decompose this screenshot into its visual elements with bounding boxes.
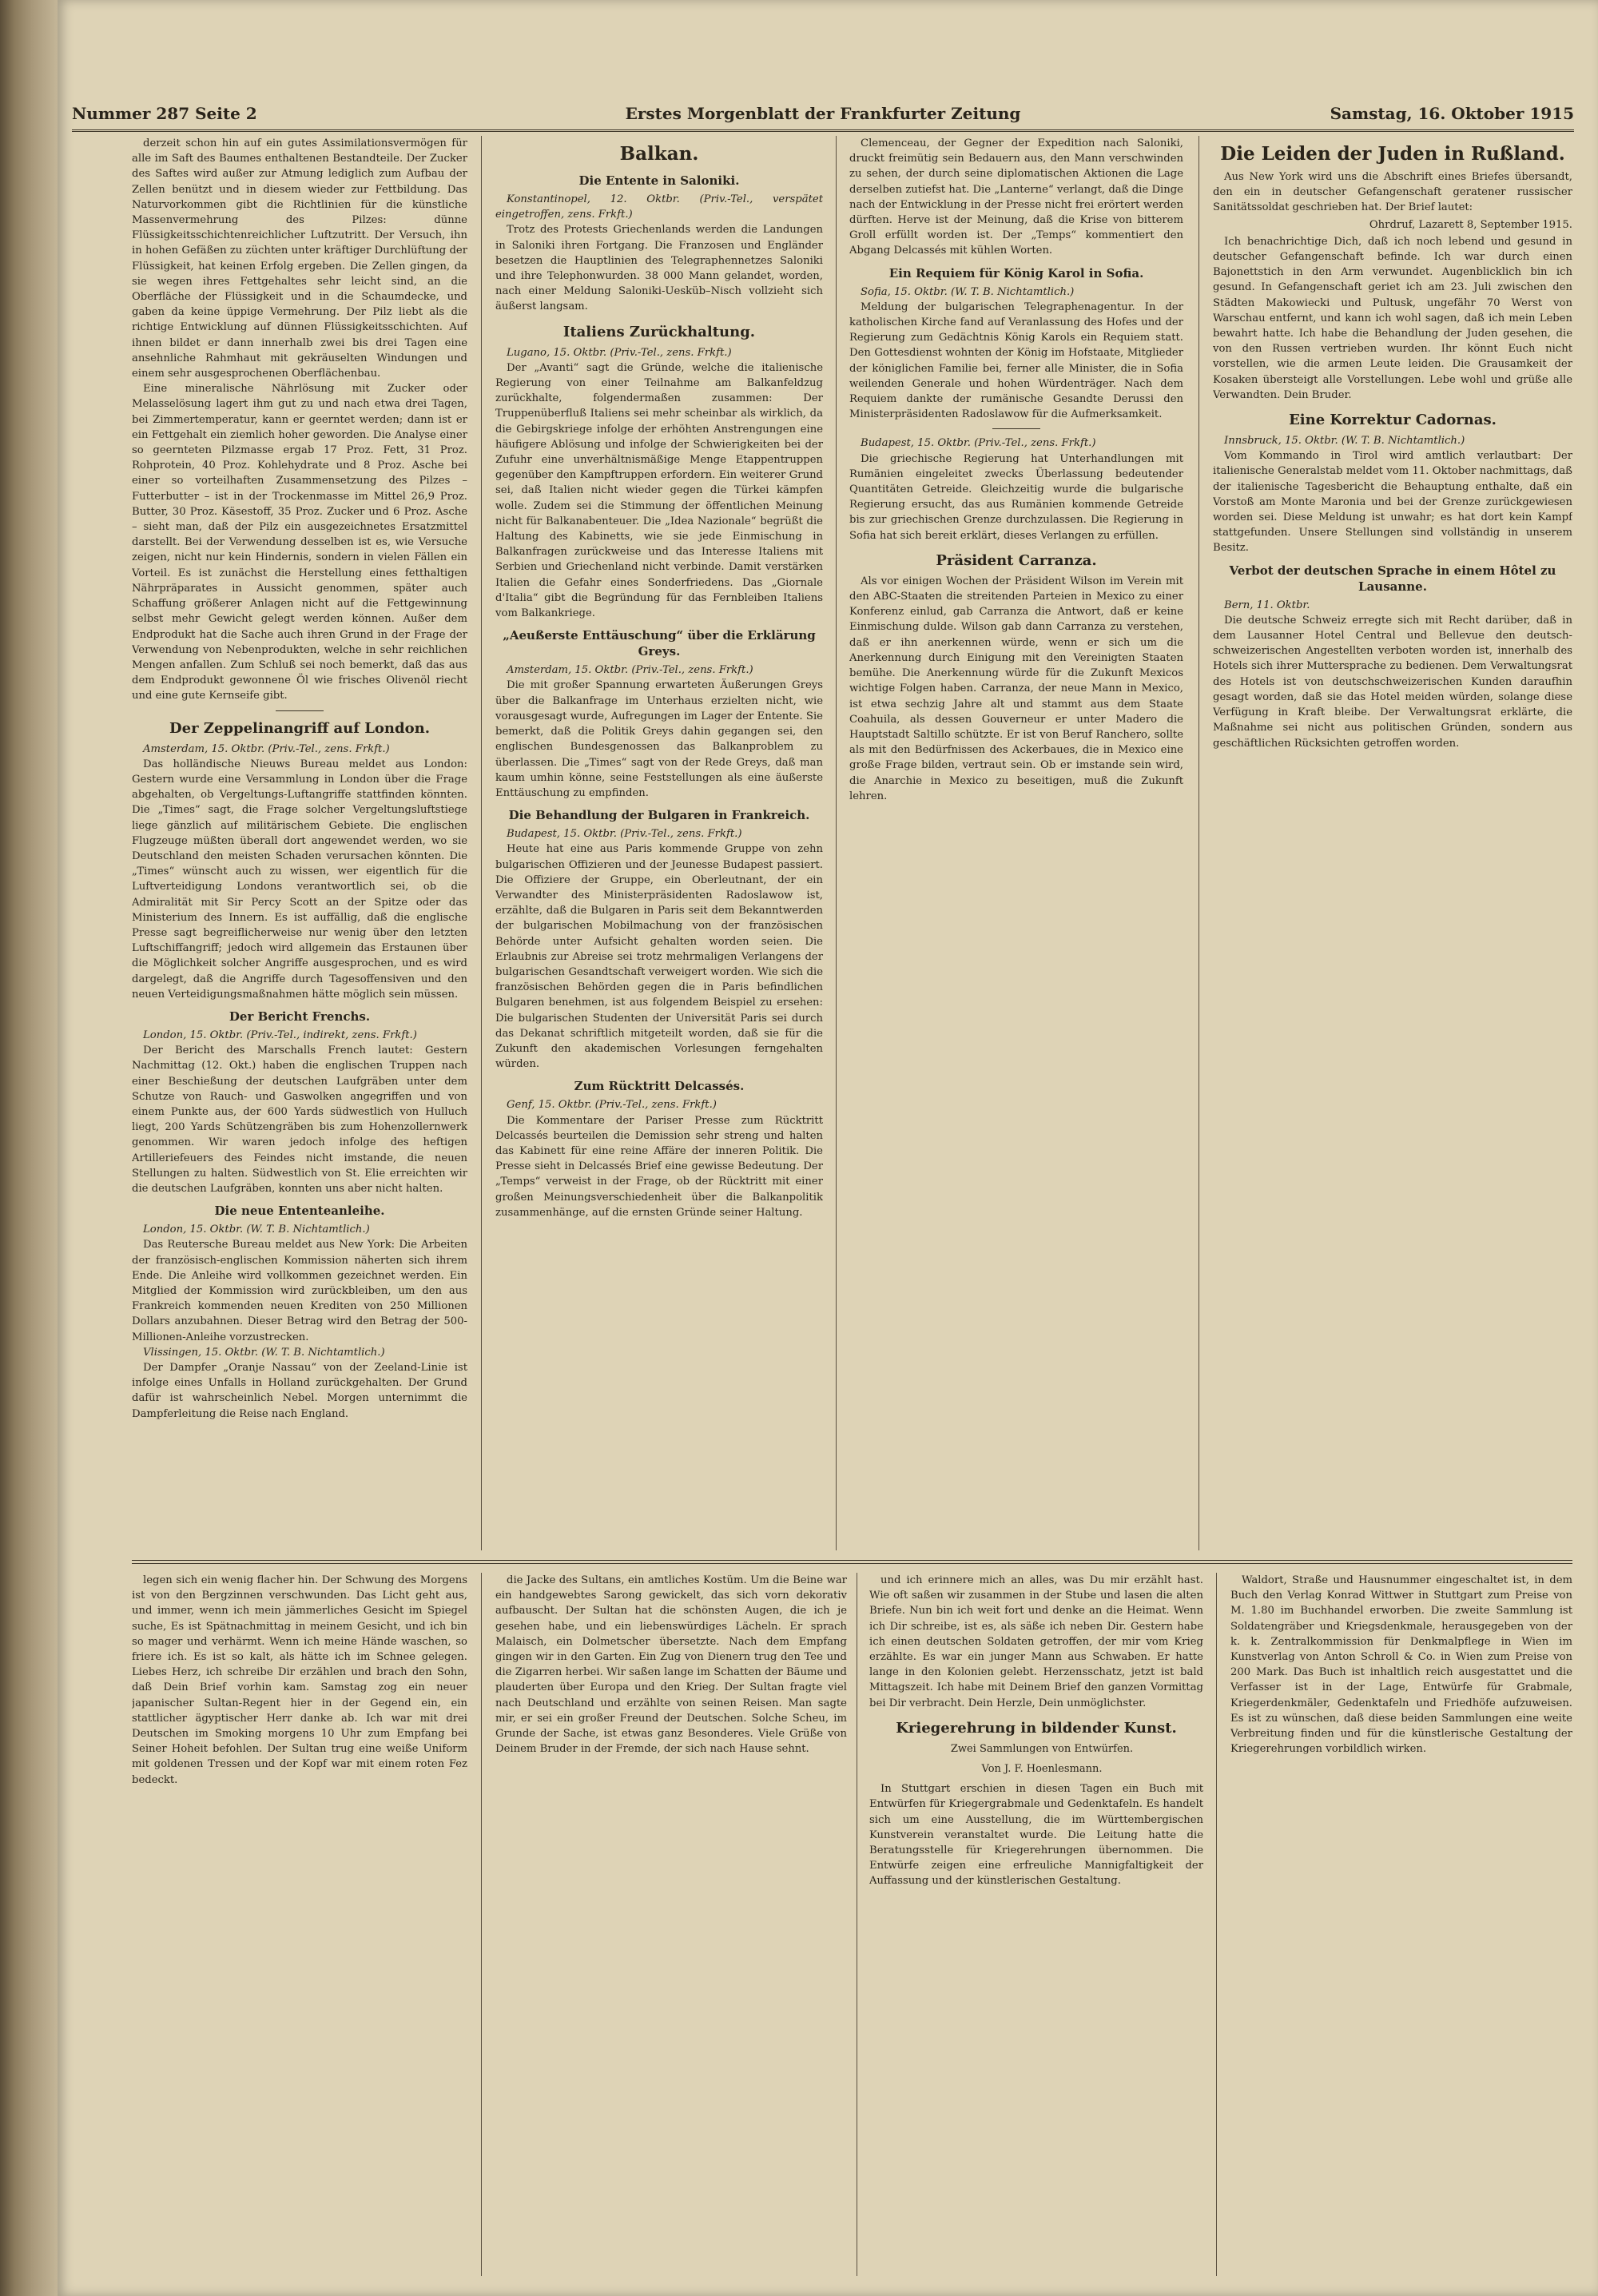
feuilleton-column-4 xyxy=(1230,1573,1572,2276)
article-continuation: Clemenceau, der Gegner der Expedition nach Saloniki, druckt freimütig sein Bedauern aus, den Mann verschwinden zu sehen, der durch seine diplomatischen Aktionen die Lage derselben zutiefst hat. Die „Lanterne“ verlangt, daß die Dinge nach der Entwicklung in der Presse nicht frei erörtert werden dürften. Herve ist der Meinung, daß die Krise von bitterem Groll erfüllt worden ist. Der „Temps“ kommentiert den Abgang Delcassés mit kühlen Worten. xyxy=(849,137,1183,257)
column-rule xyxy=(1198,136,1199,1550)
column-4 xyxy=(1213,136,1572,1550)
column-3 xyxy=(849,136,1183,1550)
headline-saloniki: Die Entente in Saloniki. xyxy=(578,173,740,188)
headline-bulgaren: Die Behandlung der Bulgaren in Frankreich. xyxy=(508,808,810,823)
column-rule xyxy=(1216,1573,1217,2276)
dateline: Genf, 15. Oktbr. (Priv.-Tel., zens. Frkft.) xyxy=(507,1099,717,1112)
column-rule xyxy=(836,136,837,1550)
article-body: Die Kommentare der Pariser Presse zum Rücktritt Delcassés beurteilen die Demission sehr streng und halten das Kabinett für eine reine Affäre der inneren Politik. Die Presse sieht in Delcassés Brief eine gewisse Bedeutung. Der „Temps“ verweist in der Frage, ob der Rücktritt mit einer großen Meinungsverschiedenheit über die Balkanpolitik zusammenhänge, auf die ernsten Gründe seiner Haltung. xyxy=(495,1114,823,1219)
newspaper-masthead: Erstes Morgenblatt der Frankfurter Zeitung xyxy=(625,104,1021,123)
column-1 xyxy=(132,136,467,1550)
headline-cadorna: Eine Korrektur Cadornas. xyxy=(1289,412,1497,429)
separator xyxy=(276,710,324,711)
dateline: Bern, 11. Oktbr. xyxy=(1224,599,1310,611)
headline-kunst: Kriegerehrung in bildender Kunst. xyxy=(896,1719,1177,1737)
feuilleton-text: In Stuttgart erschien in diesen Tagen ein Buch mit Entwürfen für Kriegergrabmale und Gedenktafeln. Es handelt sich um eine Ausstellung, die im Württembergischen Kunstverein veranstaltet wurde. Die Leitung hatte die Beratungsstelle für Kriegerehrungen übernommen. Die Entwürfe zeigen eine erfreuliche Mannigfaltigkeit der Auffassung und der künstlerischen Gestaltung. xyxy=(869,1783,1203,1888)
feuilleton-rule xyxy=(132,1560,1572,1564)
separator xyxy=(992,428,1040,429)
book-binding-edge xyxy=(0,0,58,2296)
headline-grey: „Aeußerste Enttäuschung“ über die Erklärung Greys. xyxy=(503,628,816,659)
article-continuation: derzeit schon hin auf ein gutes Assimilationsvermögen für alle im Saft des Baumes enthaltenen Bestandteile. Der Zucker des Saftes wird außer zur Atmung lediglich zum Aufbau der Zellen benützt und in diesem wieder zur Fettbildung. Das Naturvorkommen gibt die Richtlinien für die künstliche Massenvermehrung des Pilzes: dünne Flüssigkeitsschichtenreichlicher Luftzutritt. Der Versuch, ihn in hohen Gefäßen zu züchten unter kräftiger Durchlüftung der Flüssigkeit, hat keinen Erfolg ergeben. Die Zellen gingen, da sie wegen ihres Fettgehaltes sehr leicht sind, an die Oberfläche der Flüssigkeit und in die Schaumdecke, und gaben da keine üppige Vermehrung. Der Pilz liebt als die richtige Entwicklung auf dünnen Flüssigkeitsschichten. Auf ihnen bildet er dann innerhalb zwei bis drei Tagen eine ansehnliche Rahmhaut mit gekräuselten Windungen und einem sehr ausgesprochenen Oberflächenbau. xyxy=(132,137,467,380)
dateline: Sofia, 15. Oktbr. (W. T. B. Nichtamtlich.) xyxy=(861,285,1075,298)
feuilleton-text: und ich erinnere mich an alles, was Du mir erzählt hast. Wie oft saßen wir zusammen in der Stube und lasen die alten Briefe. Nun bin ich weit fort und denke an die Heimat. Wenn ich Dir schreibe, ist es, als säße ich neben Dir. Gestern habe ich einen deutschen Soldaten getroffen, der mir vom Krieg erzählte. Es war ein junger Mann aus Schwaben. Er hatte lange in den Kolonien gelebt. Herzensschatz, jetzt ist bald Mittagszeit. Ich habe mit Deinem Brief den ganzen Vormittag bei Dir verbracht. Dein Herzle, Dein unmöglichster. xyxy=(869,1574,1203,1709)
dateline: London, 15. Oktbr. (W. T. B. Nichtamtlich.) xyxy=(143,1224,370,1236)
article-body: Ich benachrichtige Dich, daß ich noch lebend und gesund in deutscher Gefangenschaft befinde. Ich war durch einen Bajonettstich in den Arm verwundet. Augenblicklich bin ich gesund. In Gefangenschaft geriet ich am 23. Juli zwischen den Städten Makowiecki und Pultusk, ungefähr 70 Werst von Warschau entfernt, und kann ich wohl sagen, daß ich mein Leben bewahrt hatte. Ich habe die Behandlung der Juden gesehen, die von den Russen vertrieben wurden. Ihr könnt Euch nicht vorstellen, wie die armen Leute leiden. Die Grausamkeit der Kosaken übersteigt alle Vorstellungen. Lebe wohl und grüße alle Verwandten. Dein Bruder. xyxy=(1213,235,1572,401)
article-body: Trotz des Protests Griechenlands werden die Landungen in Saloniki ihren Fortgang. Die Franzosen und Engländer besetzen die Hauptlinien des Telegraphennetzes Saloniki und ihre Telephonwurden. 38 000 Mann gelandet, worden, nach einer Meldung Saloniki-Uesküb–Nisch vollzieht sich äußerst langsam. xyxy=(495,224,823,313)
article-body: Die griechische Regierung hat Unterhandlungen mit Rumänien eingeleitet zwecks Überlassung bedeutender Quantitäten Getreide. Gleichzeitig wurde die bulgarische Regierung ersucht, das aus Rumänien kommende Getreide bis zur griechischen Grenze durchzulassen. Die Regierung in Sofia hat sich bereit erklärt, dieses Verlangen zu erfüllen. xyxy=(849,452,1183,542)
article-body: Das Reutersche Bureau meldet aus New York: Die Arbeiten der französisch-englischen Kommission näherten sich ihrem Ende. Die Anleihe wird vollkommen gezeichnet werden. Ein Mitglied der Kommission wird zurückbleiben, um den aus Frankreich kommenden neuen Krediten von 250 Millionen Dollars anzubahnen. Dieser Betrag wird den Betrag der 500-Millionen-Anleihe vorzustrecken. xyxy=(132,1239,467,1343)
feuilleton-text: die Jacke des Sultans, ein amtliches Kostüm. Um die Beine war ein handgewebtes Sarong gewickelt, das sich vorn dekorativ aufbauscht. Der Sultan hat die schönsten Augen, die ich je gesehen habe, und ein liebenswürdiges Lächeln. Er sprach Malaisch, ein Dolmetscher übersetzte. Nach dem Empfang gingen wir in den Garten. Ein Zug von Dienern trug den Tee und die Zigarren herbei. Wir saßen lange im Schatten der Bäume und plauderten über Europa und den Krieg. Der Sultan fragte viel nach Deutschland und erzählte von seinen Reisen. Man sagte mir, er sei ein großer Freund der Deutschen. Solche Scheu, im Grunde der Sache, ist etwas ganz Besonderes. Viele Grüße von Deinem Bruder in der Fremde, der sich nach Hause sehnt. xyxy=(495,1574,847,1756)
dateline: Lugano, 15. Oktbr. (Priv.-Tel., zens. Frkft.) xyxy=(507,346,732,359)
article-body: Die mit großer Spannung erwarteten Äußerungen Greys über die Balkanfrage im Unterhaus erzielten nicht, wie vorausgesagt wurde, Aufregungen im Lager der Entente. Sie bemerkt, daß die Politik Greys dahin gegangen sei, den englischen Bundesgenossen das Balkanproblem zu überlassen. Die „Times“ sagt von der Rede Greys, daß man kaum umhin könne, seine Feststellungen als eine äußerste Enttäuschung zu empfinden. xyxy=(495,679,823,799)
dateline: Budapest, 15. Oktbr. (Priv.-Tel., zens. Frkft.) xyxy=(861,437,1096,450)
article-body: Der Dampfer „Oranje Nassau“ von der Zeeland-Linie ist infolge eines Unfalls in Holland zurückgehalten. Der Grund dafür ist wahrscheinlich Nebel. Morgen unternimmt die Dampferleitung die Reise nach England. xyxy=(132,1362,467,1420)
article-body: Der Bericht des Marschalls French lautet: Gestern Nachmittag (12. Okt.) haben die englischen Truppen nach einer Beschießung der deutschen Laufgräben unter dem Schutze von Rauch- und Gaswolken angegriffen und von einem Punkte aus, der 600 Yards südwestlich von Hulluch liegt, 200 Yards Schützengräben bis zum Hohenzollernwerk genommen. Wir waren jedoch infolge des heftigen Artilleriefeuers des Feindes nicht imstande, die neuen Stellungen zu halten. Südwestlich von St. Elie erreichten wir die deutschen Laufgräben, konnten uns aber nicht halten. xyxy=(132,1045,467,1195)
article-intro: Aus New York wird uns die Abschrift eines Briefes übersandt, den ein in deutscher Gefangenschaft geratener russischer Sanitätssoldat geschrieben hat. Der Brief lautet: xyxy=(1213,171,1572,214)
headline-anleihe: Die neue Ententeanleihe. xyxy=(214,1204,385,1219)
headline-french: Der Bericht Frenchs. xyxy=(229,1009,371,1024)
page-number: Nummer 287 Seite 2 xyxy=(72,104,257,123)
column-rule xyxy=(481,1573,482,2276)
feuilleton-text: legen sich ein wenig flacher hin. Der Schwung des Morgens ist von den Bergzinnen verschwunden. Das Licht geht aus, und immer, wenn ich mein jämmerliches Gesicht im Spiegel suche, Es ist Spätnachmittag in meinem Gesicht, und ich bin so mager und verhärmt. Wenn ich meine Hände waschen, so friere ich. Es ist so kalt, als hätte ich im Schnee gelegen. Liebes Herz, ich schreibe Dir erzählen und brach den Sohn, daß Dein Brief vorhin kam. Samstag zog ein neuer japanischer Sultan-Regent hier in der Gegend ein, ein stattlicher ägyptischer Herr danke ab. Ich war mit drei Deutschen im Smoking morgens 10 Uhr zum Empfang bei Seiner Hoheit befohlen. Der Sultan trug eine weiße Uniform mit goldenen Tressen und der Kopf war mit einem roten Fez bedeckt. xyxy=(132,1574,467,1786)
feuilleton-column-1 xyxy=(132,1573,467,2276)
article-body: Heute hat eine aus Paris kommende Gruppe von zehn bulgarischen Offizieren und der Jeunesse Budapest passiert. Die Offiziere der Gruppe, ein Oberleutnant, der ein Verwandter des Ministerpräsidenten Radoslawow ist, erzählte, daß die Bulgaren in Paris seit dem Bekanntwerden der bulgarischen Mobilmachung von der französischen Behörde unter Aufsicht gehalten worden seien. Die Erlaubnis zur Abreise sei trotz mehrmaligen Verlangens der bulgarischen Gesandtschaft verweigert worden. Wie sich die französischen Behörden gegen die in Paris befindlichen Bulgaren benehmen, ist aus folgendem Beispiel zu ersehen: Die bulgarischen Studenten der Universität Paris sei durch das Dekanat schriftlich mitgeteilt worden, daß sie für die Zukunft den akademischen Vorlesungen ferngehalten würden. xyxy=(495,843,823,1071)
column-2 xyxy=(495,136,823,1550)
article-body: Vom Kommando in Tirol wird amtlich verlautbart: Der italienische Generalstab meldet vom 11. Oktober nachmittags, daß der italienische Tagesbericht die Behauptung enthalte, daß ein Vorstoß am Monte Maronia und bei der Grenze zurückgewiesen worden sei. Diese Meldung ist unwahr; es hat dort kein Kampf stattgefunden. Unsere Stellungen sind vollständig in unserem Besitz. xyxy=(1213,450,1572,555)
dateline: Innsbruck, 15. Oktbr. (W. T. B. Nichtamtlich.) xyxy=(1224,435,1465,448)
dateline: Vlissingen, 15. Oktbr. (W. T. B. Nichtamtlich.) xyxy=(143,1346,385,1359)
feuilleton-column-3 xyxy=(869,1573,1203,2276)
dateline: London, 15. Oktbr. (Priv.-Tel., indirekt, zens. Frkft.) xyxy=(143,1029,417,1041)
headline-karol: Ein Requiem für König Karol in Sofia. xyxy=(888,265,1144,281)
feuilleton-text: Waldort, Straße und Hausnummer eingeschaltet ist, in dem Buch den Verlag Konrad Wittwer in Stuttgart zum Preise von M. 1.80 im Buchhandel erworben. Die zweite Sammlung ist Soldatengräber und Kriegsdenkmale, herausgegeben von der k. k. Zentralkommission für Denkmalpflege in Wien im Kunstverlag von Anton Schroll & Co. in Wien zum Preise von 200 Mark. Das Buch ist inhaltlich reich ausgestattet und die Verfasser ist in der Lage, Entwürfe für Grabmale, Kriegerdenkmäler, Gedenktafeln und Friedhöfe aufzuweisen. Es ist zu wünschen, daß diese beiden Sammlungen eine weite Verbreitung finden und für die künstlerische Gestaltung der Kriegerehrungen vorbildlich wirken. xyxy=(1230,1574,1572,1756)
letter-dateline: Ohrdruf, Lazarett 8, September 1915. xyxy=(1369,218,1572,231)
headline-delcasse: Zum Rücktritt Delcassés. xyxy=(574,1079,745,1094)
article-body: Das holländische Nieuws Bureau meldet aus London: Gestern wurde eine Versammlung in London über die Frage abgehalten, ob Vergeltungs-Luftangriffe stattfinden könnten. Die „Times“ sagt, die Frage solcher Vergeltungsluftstiege liege gänzlich auf militärischem Gebiete. Die englischen Flugzeuge müßten überall dort angewendet werden, wo sie Deutschland den meisten Schaden verursachen könnten. Die „Times“ wünscht auch zu wissen, wer eigentlich für die Luftverteidigung Londons verantwortlich sei, ob die Admiralität mit Sir Percy Scott an der Spitze oder das Ministerium des Innern. Es ist auffällig, daß die englische Presse sagt begreiflicherweise nur wenig über den letzten Luftschiffangriff; jedoch wird allgemein das Erstaunen über die Möglichkeit solcher Angriffe ausgesprochen, und es wird dargelegt, daß die Angriffe durch Tagesoffensiven und den neuen Verteidigungsmaßnahmen hätte möglich sein müssen. xyxy=(132,758,467,1001)
article-body: Der „Avanti“ sagt die Gründe, welche die italienische Regierung von einer Teilnahme am Balkanfeldzug zurückhalte, folgendermaßen zusammen: Der Truppenüberfluß Italiens sei mehr scheinbar als wirklich, da die Gebirgskriege infolge der erhöhten Anstrengungen eine häufigere Ablösung und infolge der Schwierigkeiten bei der Zufuhr eine unverhältnismäßige Menge Etappentruppen gegenüber den Kampftruppen erfordern. Ein weiterer Grund sei, daß Italien nicht wieder gegen die Türkei kämpfen wolle. Zudem sei die Stimmung der öffentlichen Meinung nicht für Balkanabenteuer. Die „Idea Nazionale“ begrüßt die Haltung des Kabinetts, wie sie jede Einmischung in Balkanfragen zurückweise und das Interesse Italiens mit Serbien und Griechenland nicht verbinde. Damit verstärken Italien die Gefahr eines Sonderfriedens. Das „Giornale d'Italia“ gibt die Begründung für das Fernbleiben Italiens vom Balkankriege. xyxy=(495,361,823,620)
article-body: Eine mineralische Nährlösung mit Zucker oder Melasselösung lagert ihm gut zu und nach etwa drei Tagen, bei Zimmertemperatur, kann er geerntet werden; dann ist er ein Fettgehalt ein ziemlich hoher geworden. Die Analyse einer so geernteten Pilzmasse ergab 17 Proz. Fett, 31 Proz. Rohprotein, 40 Proz. Kohlehydrate und 8 Proz. Asche bei einer so vorteilhaften Zusammensetzung des Pilzes – Futterbutter – ist in der Trockenmasse im Mittel 26,9 Proz. Butter, 30 Proz. Käsestoff, 35 Proz. Zucker und 6 Proz. Asche – sieht man, daß der Pilz ein ausgezeichnetes Ersatzmittel darstellt. Bei der Verwendung desselben ist es, wie Versuche zeigen, nicht nur kein Hindernis, sondern in vielen Fällen ein Vorteil. Es ist zunächst die Herstellung eines fetthaltigen Nährpräparates in Aussicht genommen, später auch Schaffung größerer Anlagen nicht auf die Fettgewinnung selbst mehr Gewicht gelegt werden können. Außer dem Endprodukt hat die Sache auch ihren Grund in der Frage der Verwendung von Nebenprodukten, welche in sehr reichlichen Mengen anfallen. Zum Schluß sei noch bemerkt, daß das aus dem Endprodukt gewonnene Öl wie frisches Olivenöl riecht und eine gute Kernseife gibt. xyxy=(132,383,467,702)
headline-verbot: Verbot der deutschen Sprache in einem Hôtel zu Lausanne. xyxy=(1229,563,1556,594)
article-body: Die deutsche Schweiz erregte sich mit Recht darüber, daß in dem Lausanner Hotel Central und Bellevue den deutsch-schweizerischen Angestellten verboten worden ist, innerhalb des Hotels sich ihrer Muttersprache zu bedienen. Dem Verwaltungsrat des Hotels ist von deutschschweizerischen Kunden daraufhin gesagt worden, daß sie das Hotel meiden würden, solange diese Verfügung in Kraft bleibe. Der Verwaltungsrat erklärte, die Maßnahme sei nicht aus politischen Gründen, sondern aus geschäftlichen Rücksichten getroffen worden. xyxy=(1213,614,1572,750)
headline-italien: Italiens Zurückhaltung. xyxy=(562,323,756,340)
column-rule xyxy=(481,136,482,1550)
dateline: Amsterdam, 15. Oktbr. (Priv.-Tel., zens. Frkft.) xyxy=(507,664,753,677)
byline: Von J. F. Hoenlesmann. xyxy=(981,1763,1103,1776)
dateline: Amsterdam, 15. Oktbr. (Priv.-Tel., zens. Frkft.) xyxy=(143,742,390,755)
headline-zeppelin: Der Zeppelinangriff auf London. xyxy=(169,719,430,737)
issue-date: Samstag, 16. Oktober 1915 xyxy=(1330,104,1574,123)
headline-carranza: Präsident Carranza. xyxy=(936,551,1097,569)
page-header xyxy=(72,97,1574,132)
section-title-balkan: Balkan. xyxy=(619,143,699,165)
dateline: Budapest, 15. Oktbr. (Priv.-Tel., zens. Frkft.) xyxy=(507,828,742,841)
article-body: Meldung der bulgarischen Telegraphenagentur. In der katholischen Kirche fand auf Veranlassung des Hofes und der Regierung zum Gedächtnis König Karols ein Requiem statt. Den Gottesdienst wohnten der König im Hofstaate, Mitglieder der königlichen Familie bei, ferner alle Minister, die in Sofia weilenden Generale und hohen Würdenträger. Nach dem Requiem dankte der rumänische Gesandte Derussi den Ministerpräsidenten Radoslawow für die Aufmerksamkeit. xyxy=(849,300,1183,421)
article-body: Als vor einigen Wochen der Präsident Wilson im Verein mit den ABC-Staaten die streitenden Parteien in Mexico zu einer Konferenz einlud, gab Carranza die Antwort, daß er keine Einmischung dulde. Wilson gab dann Carranza zu verstehen, daß er ihn anerkennen würde, wenn er sich um die Anerkennung durch Einigung mit den Vereinigten Staaten bemühe. Die Anerkennung würde für die Zukunft Mexicos wichtige Folgen haben. Carranza, der neue Mann in Mexico, ist etwa sechzig Jahre alt und stammt aus dem Staate Coahuila, als dessen Gouverneur er unter Madero die Hauptstadt Saltillo schützte. Er ist von Beruf Ranchero, sollte als mit den Bedürfnissen des Ackerbaues, die in Mexico eine große Frage bilden, vertraut sein. Ob er imstande sein wird, die Anarchie in Mexico zu beseitigen, muß die Zukunft lehren. xyxy=(849,575,1183,802)
feuilleton-column-2 xyxy=(495,1573,847,2276)
dateline: Konstantinopel, 12. Oktbr. (Priv.-Tel., verspätet eingetroffen, zens. Frkft.) xyxy=(495,193,823,221)
headline-juden: Die Leiden der Juden in Rußland. xyxy=(1220,143,1565,165)
subheadline: Zwei Sammlungen von Entwürfen. xyxy=(950,1742,1134,1755)
